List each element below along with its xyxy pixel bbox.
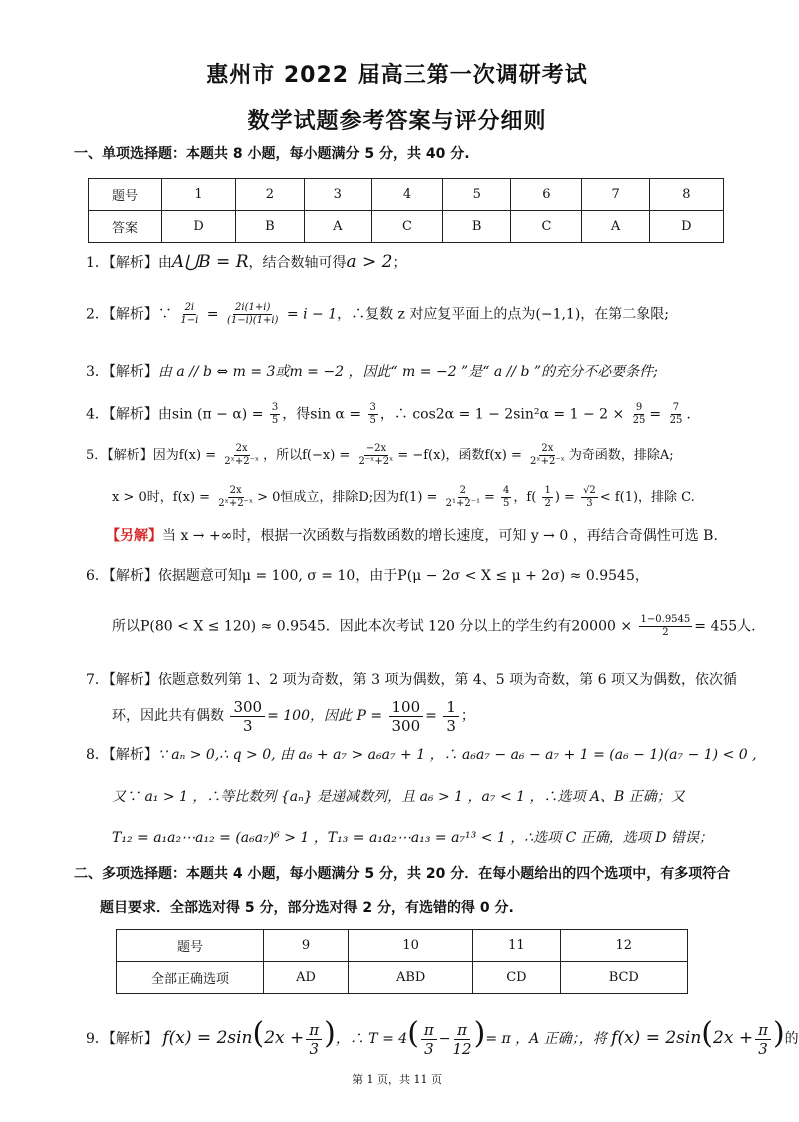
solution-3 [86, 362, 658, 382]
text: ，∴复数 z 对应复平面上的点为(−1,1)，在第二象限; [337, 306, 670, 323]
table-cell: B [442, 211, 510, 243]
math-expr: 2x + [713, 1028, 754, 1048]
table-cell: 12 [560, 930, 687, 962]
table-cell: 6 [511, 179, 582, 211]
denominator: 2ˣ+2⁻ˣ [530, 456, 565, 467]
table-row [117, 930, 688, 962]
analysis-tag: 【解析】 [108, 568, 158, 584]
answer-table-single [88, 178, 724, 243]
alternate-solution-tag: 【另解】 [106, 528, 162, 544]
text: 的 [784, 1031, 799, 1047]
text: 由 [157, 255, 172, 271]
numerator: 4 [503, 485, 510, 496]
fraction [443, 698, 459, 735]
math-expr: = i − 1 [286, 306, 338, 323]
text: . [686, 406, 691, 423]
fraction [528, 443, 567, 468]
analysis-tag: 【解析】 [108, 255, 158, 271]
text: = [425, 708, 437, 724]
text: ，得sin α = [282, 406, 362, 423]
math-expr: f(x) = 2sin [162, 1028, 253, 1048]
text: x > 0时，f(x) = [112, 490, 211, 505]
solution-9 [86, 1012, 799, 1061]
denominator: 2 [544, 498, 551, 509]
fraction [222, 443, 261, 468]
text: T₁₂ = a₁a₂⋯a₁₂ = (a₆a₇)⁶ > 1 ，T₁₃ = a₁a₂⋯a₁₃ = a₇¹³ < 1 ，∴选项 C 正确，选项 D 错误； [112, 830, 713, 846]
denominator: 12 [452, 1039, 472, 1058]
table-cell: ABD [349, 962, 473, 994]
fraction [542, 485, 552, 510]
denominator: 2ˣ+2⁻ˣ [218, 498, 254, 509]
numerator: 1 [544, 485, 551, 496]
numerator: π [421, 1021, 437, 1040]
math-expr: a > 2 [346, 252, 393, 272]
text: 所以P(80 < X ≤ 120) ≈ 0.9545．因此本次考试 120 分以上的学生约有20000 × [112, 618, 633, 635]
section1-heading: 一、单项选择题：本题共 8 小题，每小题满分 5 分，共 40 分. [74, 146, 470, 162]
fraction [368, 402, 378, 427]
text: = 455人. [694, 618, 756, 635]
document-subtitle: 数学试题参考答案与评分细则 [247, 109, 547, 134]
table-row-label: 答案 [89, 211, 162, 243]
text: > 0恒成立，排除D;因为f(1) = [257, 490, 438, 505]
text: ，f( [513, 490, 537, 505]
solution-1 [86, 252, 407, 273]
table-cell: C [371, 211, 442, 243]
text: = [483, 490, 495, 505]
denominator: 2 [662, 627, 669, 638]
text: 由sin (π − α) = [157, 406, 264, 423]
fraction [306, 1021, 322, 1058]
numerator: π [454, 1021, 470, 1040]
table-cell: D [649, 211, 723, 243]
table-row-label: 题号 [89, 179, 162, 211]
text: 由 a // b ⇔ m = 3或m = −2 ，因此“ m = −2 ”是“ a // b ”的充分不必要条件; [157, 364, 658, 380]
table-cell: 4 [371, 179, 442, 211]
paren-open: ( [252, 1016, 265, 1051]
fraction [230, 698, 265, 735]
numerator: π [306, 1021, 322, 1040]
numerator: 1−0.9545 [640, 614, 691, 625]
question-number: 7． [86, 672, 109, 688]
solution-7-line-1 [86, 670, 737, 690]
analysis-tag: 【解析】 [107, 448, 153, 463]
text: = [206, 306, 219, 323]
numerator: 1 [443, 698, 459, 717]
fraction [421, 1021, 437, 1058]
table-row [117, 962, 688, 994]
analysis-tag: 【解析】 [108, 672, 158, 688]
text: < f(1)，排除 C. [599, 490, 695, 505]
denominator: 2¹+2⁻¹ [445, 498, 480, 509]
solution-8-line-3 [112, 828, 713, 848]
section2-heading-line-1: 二、多项选择题：本题共 4 小题，每小题满分 5 分，共 20 分．在每小题给出的四个选项中，有多项符合 [74, 866, 731, 882]
denominator: 3 [586, 498, 593, 509]
table-row-label: 题号 [117, 930, 264, 962]
text: 依据题意可知μ = 100, σ = 10，由于P(μ − 2σ < X ≤ μ + 2σ) ≈ 0.9545， [157, 568, 649, 584]
denominator: 5 [271, 415, 279, 426]
text: − [438, 1031, 451, 1047]
table-cell: 11 [473, 930, 560, 962]
denominator: 3 [446, 716, 456, 735]
table-cell: 5 [442, 179, 510, 211]
paren-close: ) [473, 1016, 486, 1051]
fraction [501, 485, 511, 510]
denominator: (1−i)(1+i) [226, 315, 279, 326]
numerator: 3 [369, 402, 376, 413]
text: ； [392, 255, 407, 271]
numerator: 2i(1+i) [235, 302, 271, 313]
math-expr: 2x + [264, 1028, 305, 1048]
solution-5-line-1 [86, 443, 674, 468]
table-cell: 3 [304, 179, 371, 211]
table-cell: AD [264, 962, 349, 994]
document-title: 惠州市 2022 届高三第一次调研考试 [206, 63, 588, 88]
numerator: 300 [230, 698, 265, 717]
table-cell: C [511, 211, 582, 243]
numerator: √2 [583, 485, 596, 496]
analysis-tag: 【解析】 [108, 406, 158, 423]
solution-4 [86, 402, 691, 427]
numerator: 3 [271, 402, 279, 413]
solution-2 [86, 302, 669, 327]
solution-6-line-2 [112, 614, 756, 639]
text: ，所以f(−x) = [263, 448, 351, 463]
paren-close: ) [772, 1016, 785, 1051]
fraction [755, 1021, 771, 1058]
page-footer: 第 1 页，共 11 页 [352, 1073, 442, 1086]
math-expr: f(x) = 2sin [611, 1028, 702, 1048]
analysis-tag: 【解析】 [108, 364, 158, 380]
table-cell: 8 [649, 179, 723, 211]
table-cell: BCD [560, 962, 687, 994]
fraction [581, 485, 598, 510]
math-expr: ，∴ T = 4 [335, 1031, 408, 1047]
table-cell: B [236, 211, 304, 243]
text: ，结合数轴可得 [248, 255, 347, 271]
text: ； [460, 708, 475, 724]
table-cell: 9 [264, 930, 349, 962]
text: ∵ aₙ > 0,∴ q > 0, 由 a₆ + a₇ > a₆a₇ + 1 ，∴ a₆a₇ − a₆ − a₇ + 1 = (a₆ − 1)(a₇ − 1) < 0 , [157, 747, 757, 763]
text: 因为f(x) = [152, 448, 217, 463]
fraction [444, 485, 482, 510]
fraction [631, 402, 648, 427]
math-expr: A⋃B = R [171, 252, 249, 272]
denominator: 25 [669, 415, 683, 426]
paren-open: ( [407, 1016, 419, 1051]
denominator: 2ˣ+2⁻ˣ [224, 456, 260, 467]
text: 依题意数列第 1、2 项为奇数，第 3 项为偶数，第 4、5 项为奇数，第 6 项又为偶数，依次循 [157, 672, 737, 688]
solution-6-line-1 [86, 566, 649, 586]
numerator: 2x [541, 443, 554, 454]
denominator: 5 [503, 498, 510, 509]
numerator: 100 [389, 698, 424, 717]
fraction [668, 402, 685, 427]
text: = 100，因此 P = [267, 708, 383, 724]
denominator: 1−i [180, 315, 199, 326]
text: 为奇函数，排除A; [568, 448, 674, 463]
text: ∵ [157, 306, 172, 323]
numerator: 2 [459, 485, 466, 496]
numerator: 9 [635, 402, 643, 413]
table-cell: D [162, 211, 236, 243]
table-cell: 7 [582, 179, 649, 211]
table-cell: A [304, 211, 371, 243]
text: = π ，A 正确；，将 [485, 1031, 607, 1047]
fraction [389, 698, 424, 735]
question-number: 8． [86, 747, 109, 763]
solution-5-alternate [106, 526, 718, 546]
solution-8-line-1 [86, 745, 757, 765]
solution-8-line-2 [112, 787, 685, 807]
table-row [89, 179, 724, 211]
fraction [178, 302, 200, 327]
denominator: 3 [309, 1039, 319, 1058]
numerator: 7 [672, 402, 680, 413]
table-cell: 1 [162, 179, 236, 211]
text: 当 x → +∞时，根据一次函数与指数函数的增长速度，可知 y → 0 ，再结合奇偶性可选 B. [162, 528, 718, 544]
analysis-tag: 【解析】 [108, 306, 158, 323]
question-number: 5． [86, 448, 108, 463]
text: ) = [554, 490, 575, 505]
question-number: 3． [86, 364, 109, 380]
numerator: 2x [235, 443, 248, 454]
fraction [216, 485, 255, 510]
fraction [270, 402, 280, 427]
question-number: 9． [86, 1031, 109, 1047]
text: 环，因此共有偶数 [112, 708, 224, 724]
solution-5-line-2 [112, 485, 695, 510]
numerator: 2x [229, 485, 242, 496]
numerator: π [755, 1021, 771, 1040]
analysis-tag: 【解析】 [108, 1031, 158, 1047]
fraction [356, 443, 395, 468]
text: ，∴ cos2α = 1 − 2sin²α = 1 − 2 × [379, 406, 625, 423]
text: = −f(x)，函数f(x) = [397, 448, 522, 463]
solution-7-line-2 [112, 696, 475, 736]
fraction [453, 1021, 472, 1058]
denominator: 25 [632, 415, 646, 426]
question-number: 2． [86, 306, 109, 323]
table-row [89, 211, 724, 243]
numerator: 2i [184, 302, 195, 313]
section2-heading-line-2: 题目要求．全部选对得 5 分，部分选对得 2 分，有选错的得 0 分. [100, 900, 514, 916]
table-cell: CD [473, 962, 560, 994]
denominator: 3 [424, 1039, 434, 1058]
numerator: −2x [365, 443, 387, 454]
question-number: 4． [86, 406, 109, 423]
denominator: 5 [369, 415, 376, 426]
table-row-label: 全部正确选项 [117, 962, 264, 994]
table-cell: 10 [349, 930, 473, 962]
question-number: 6． [86, 568, 109, 584]
analysis-tag: 【解析】 [108, 747, 158, 763]
question-number: 1． [86, 255, 109, 271]
denominator: 3 [758, 1039, 768, 1058]
text: = [649, 406, 662, 423]
paren-open: ( [701, 1016, 714, 1051]
paren-close: ) [324, 1016, 336, 1051]
answer-table-multiple [116, 929, 688, 994]
table-cell: A [582, 211, 649, 243]
denominator: 3 [243, 716, 253, 735]
text: 又∵ a₁ > 1 ，∴等比数列 {aₙ} 是递减数列，且 a₆ > 1 ，a₇ < 1 ，∴选项 A、B 正确；又 [112, 789, 685, 805]
denominator: 2⁻ˣ+2ˣ [358, 456, 394, 467]
denominator: 300 [391, 716, 421, 735]
fraction [639, 614, 693, 639]
table-cell: 2 [236, 179, 304, 211]
fraction [225, 302, 280, 327]
